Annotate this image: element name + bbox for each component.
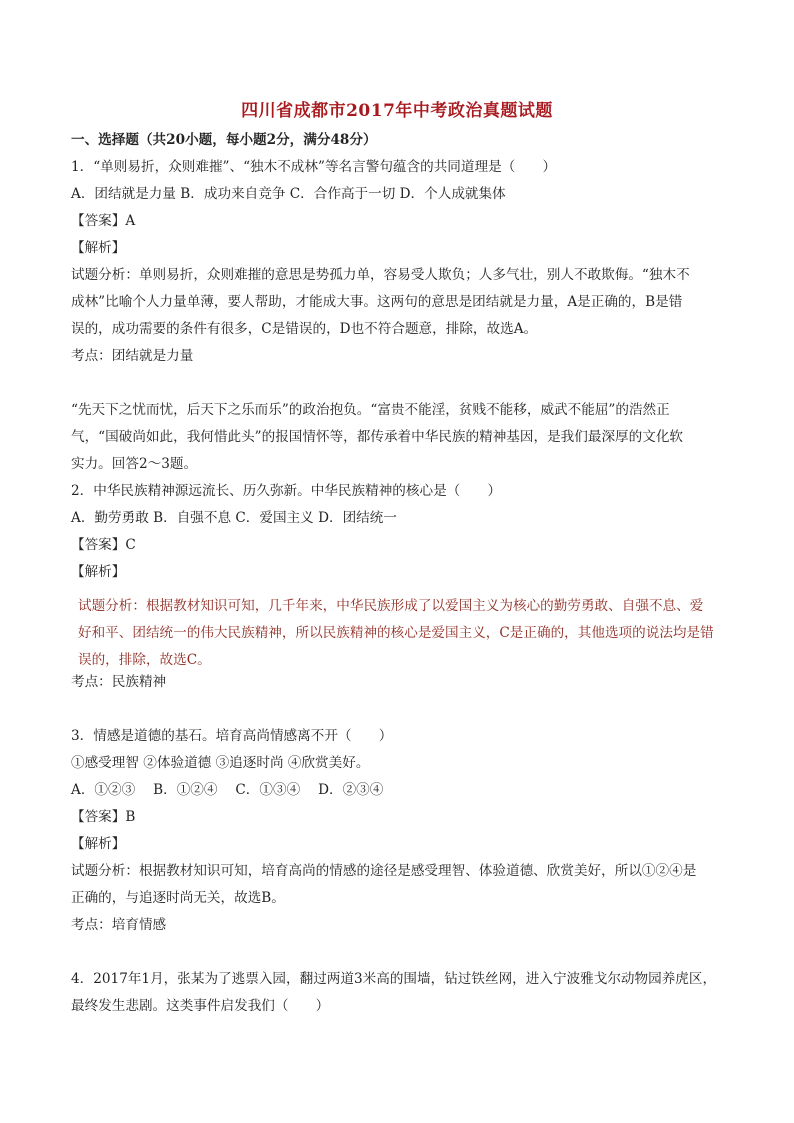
question-4-stem-line: 最终发生悲剧。这类事件启发我们（ ） (71, 998, 330, 1014)
question-1-analysis-line: 误的，成功需要的条件有很多，C是错误的，D也不符合题意，排除，故选A。 (71, 321, 538, 337)
question-1-options: A．团结就是力量 B．成功来自竞争 C．合作高于一切 D．个人成就集体 (71, 186, 506, 202)
question-2-analysis-line: 好和平、团结统一的伟大民族精神，所以民族精神的核心是爱国主义，C是正确的，其他选项的说法均是错 (78, 625, 714, 641)
question-1-analysis-label: 【解析】 (71, 240, 126, 256)
question-3-options: A．①②③ B．①②④ C．①③④ D．②③④ (71, 782, 384, 798)
question-3-items: ①感受理智 ②体验道德 ③追逐时尚 ④欣赏美好。 (71, 755, 370, 771)
question-1-analysis-line: 成林”比喻个人力量单薄，要人帮助，才能成大事。这两句的意思是团结就是力量，A是正确的，B是错 (71, 294, 683, 310)
question-2-analysis-line: 试题分析：根据教材知识可知，几千年来，中华民族形成了以爱国主义为核心的勤劳勇敢、自强不息、爱 (78, 598, 704, 614)
question-3-stem: 3．情感是道德的基石。培育高尚情感离不开（ ） (71, 728, 393, 744)
passage-line: 实力。回答2～3题。 (71, 456, 198, 472)
question-3-analysis-line: 试题分析：根据教材知识可知，培育高尚的情感的途径是感受理智、体验道德、欣赏美好，所以①②④是 (71, 863, 697, 879)
question-3-point: 考点：培育情感 (71, 917, 167, 933)
question-2-point: 考点：民族精神 (71, 674, 167, 690)
question-2-answer: 【答案】C (71, 537, 136, 553)
passage-line: 气，“国破尚如此，我何惜此头”的报国情怀等，都传承着中华民族的精神基因，是我们最深厚的文化软 (71, 429, 684, 445)
question-2-analysis-label: 【解析】 (71, 564, 126, 580)
question-3-answer: 【答案】B (71, 809, 136, 825)
section-heading: 一、选择题（共20小题，每小题2分，满分48分） (71, 132, 377, 148)
question-1-point: 考点：团结就是力量 (71, 348, 194, 364)
question-2-options: A．勤劳勇敢 B．自强不息 C．爱国主义 D．团结统一 (71, 510, 397, 526)
question-1-stem: 1．“单则易折，众则难摧”、“独木不成林”等名言警句蕴含的共同道理是（ ） (71, 159, 557, 175)
page-title: 四川省成都市2017年中考政治真题试题 (241, 101, 553, 121)
question-1-answer: 【答案】A (71, 213, 136, 229)
question-4-stem-line: 4．2017年1月，张某为了逃票入园，翻过两道3米高的围墙，钻过铁丝网，进入宁波雅戈尔动物园养虎区， (71, 971, 717, 987)
question-1-analysis-line: 试题分析：单则易折，众则难摧的意思是势孤力单，容易受人欺负；人多气壮，别人不敢欺侮。“独木不 (71, 267, 690, 283)
passage-line: “先天下之忧而忧，后天下之乐而乐”的政治抱负。“富贵不能淫，贫贱不能移，威武不能屈”的浩然正 (71, 402, 670, 418)
question-3-analysis-line: 正确的，与追逐时尚无关，故选B。 (71, 890, 285, 906)
question-3-analysis-label: 【解析】 (71, 836, 126, 852)
question-2-analysis-line: 误的，排除，故选C。 (78, 652, 211, 668)
question-2-stem: 2．中华民族精神源远流长、历久弥新。中华民族精神的核心是（ ） (71, 483, 502, 499)
